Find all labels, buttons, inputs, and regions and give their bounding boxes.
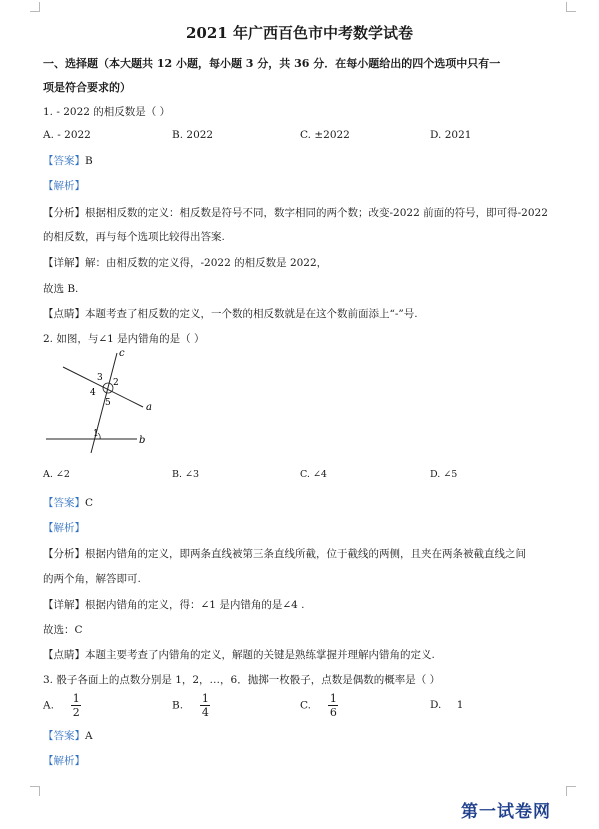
- q1-stem: 1. - 2022 的相反数是（ ）: [43, 106, 171, 118]
- crop-mark-top-right: [566, 2, 576, 12]
- crop-mark-bottom-right: [566, 786, 576, 796]
- numerator: 1: [329, 692, 337, 705]
- q3-option-d: [430, 699, 463, 711]
- q2-xiangjie: [43, 597, 304, 612]
- q3-answer-value: A: [85, 730, 93, 742]
- section-heading-line2: 项是符合要求的）: [43, 81, 131, 94]
- q3-analysis-tag: 【解析】: [43, 755, 85, 767]
- q3-option-a: [43, 692, 81, 719]
- q2-dianjing-text: 本题主要考查了内错角的定义，解题的关键是熟练掌握并理解内错角的定义.: [85, 649, 435, 661]
- xiangjie-tag: 【详解】: [43, 257, 85, 269]
- denominator: 4: [201, 706, 209, 719]
- q1-dianjing-text: 本题考查了相反数的定义，一个数的相反数就是在这个数前面添上“-”号.: [85, 308, 418, 320]
- xiangjie-tag: 【详解】: [43, 599, 85, 611]
- label-angle-5: 5: [105, 398, 111, 408]
- q2-fenxi-line1: [43, 546, 526, 561]
- q1-fenxi-line2: 的相反数，再与每个选项比较得出答案.: [43, 231, 225, 243]
- q2-xiangjie-text: 根据内错角的定义，得：∠1 是内错角的是∠4 .: [85, 599, 305, 611]
- q1-dianjing: [43, 306, 418, 321]
- dianjing-tag: 【点睛】: [43, 308, 85, 320]
- q2-fenxi-line2: 的两个角，解答即可.: [43, 573, 141, 585]
- numerator: 1: [72, 692, 80, 705]
- q3-option-d-label: D.: [430, 699, 442, 711]
- q2-angle-figure: [43, 347, 173, 455]
- q1-conclusion: 故选 B.: [43, 283, 79, 295]
- answer-tag: 【答案】: [43, 497, 85, 509]
- q3-option-d-value: 1: [456, 699, 464, 711]
- fenxi-tag: 【分析】: [43, 548, 85, 560]
- q3-option-a-fraction: [71, 692, 81, 719]
- page-title: 2021 年广西百色市中考数学试卷: [186, 24, 413, 42]
- q1-option-a: A. - 2022: [43, 129, 91, 141]
- q1-analysis-tag: 【解析】: [43, 180, 85, 192]
- q2-answer: [43, 495, 93, 510]
- q2-conclusion: 故选：C: [43, 624, 83, 636]
- q2-analysis-tag: 【解析】: [43, 522, 85, 534]
- q1-options: [43, 129, 563, 143]
- q3-option-c: [300, 692, 338, 719]
- label-angle-4: 4: [90, 388, 96, 398]
- q1-fenxi-text: 根据相反数的定义：相反数是符号不同，数字相同的两个数；改变-2022 前面的符号，即可得-2022: [85, 207, 548, 219]
- q3-option-b-label: B.: [172, 699, 184, 712]
- q1-fenxi-line1: [43, 205, 548, 220]
- watermark-site-name: 第一试卷网: [461, 802, 551, 822]
- q3-option-a-label: A.: [43, 699, 54, 712]
- q2-answer-value: C: [85, 497, 94, 509]
- dianjing-tag: 【点睛】: [43, 649, 85, 661]
- q3-option-c-fraction: [328, 692, 338, 719]
- denominator: 6: [329, 706, 337, 719]
- label-angle-1: 1: [93, 429, 99, 439]
- q3-option-b-fraction: [200, 692, 210, 719]
- q2-option-d: D. ∠5: [430, 469, 458, 480]
- label-a: a: [146, 402, 152, 413]
- q2-dianjing: [43, 647, 435, 662]
- q1-xiangjie-text: 解：由相反数的定义得，-2022 的相反数是 2022，: [85, 257, 328, 269]
- q1-xiangjie: [43, 255, 327, 270]
- crop-mark-bottom-left: [30, 786, 40, 796]
- q1-answer-value: B: [85, 155, 93, 167]
- label-angle-2: 2: [113, 378, 119, 388]
- q1-option-b: B. 2022: [172, 129, 214, 141]
- crop-mark-top-left: [30, 2, 40, 12]
- q1-option-c: C. ±2022: [300, 129, 350, 141]
- q2-options: [43, 469, 563, 483]
- q1-option-d: D. 2021: [430, 129, 472, 141]
- answer-tag: 【答案】: [43, 730, 85, 742]
- fenxi-tag: 【分析】: [43, 207, 85, 219]
- label-b: b: [139, 435, 146, 446]
- q2-option-a: A. ∠2: [43, 469, 70, 480]
- section-heading-line1: 一、选择题（本大题共 12 小题，每小题 3 分，共 36 分．在每小题给出的四个选项中只有一: [43, 57, 501, 70]
- q2-option-c: C. ∠4: [300, 469, 327, 480]
- q3-option-b: [172, 692, 210, 719]
- q3-option-c-label: C.: [300, 699, 311, 712]
- label-c: c: [119, 348, 125, 359]
- q2-stem: 2. 如图，与∠1 是内错角的是（ ）: [43, 333, 205, 345]
- q3-answer: [43, 728, 93, 743]
- denominator: 2: [72, 706, 80, 719]
- label-angle-3: 3: [97, 373, 103, 383]
- numerator: 1: [201, 692, 209, 705]
- q3-options: [43, 692, 563, 722]
- q2-fenxi-text: 根据内错角的定义，即两条直线被第三条直线所截，位于截线的两侧，且夹在两条被截直线之间: [85, 548, 526, 560]
- q3-stem: 3. 骰子各面上的点数分别是 1，2，…，6．抛掷一枚骰子，点数是偶数的概率是（ ）: [43, 674, 441, 686]
- answer-tag: 【答案】: [43, 155, 85, 167]
- q1-answer: [43, 153, 93, 168]
- q2-option-b: B. ∠3: [172, 469, 200, 480]
